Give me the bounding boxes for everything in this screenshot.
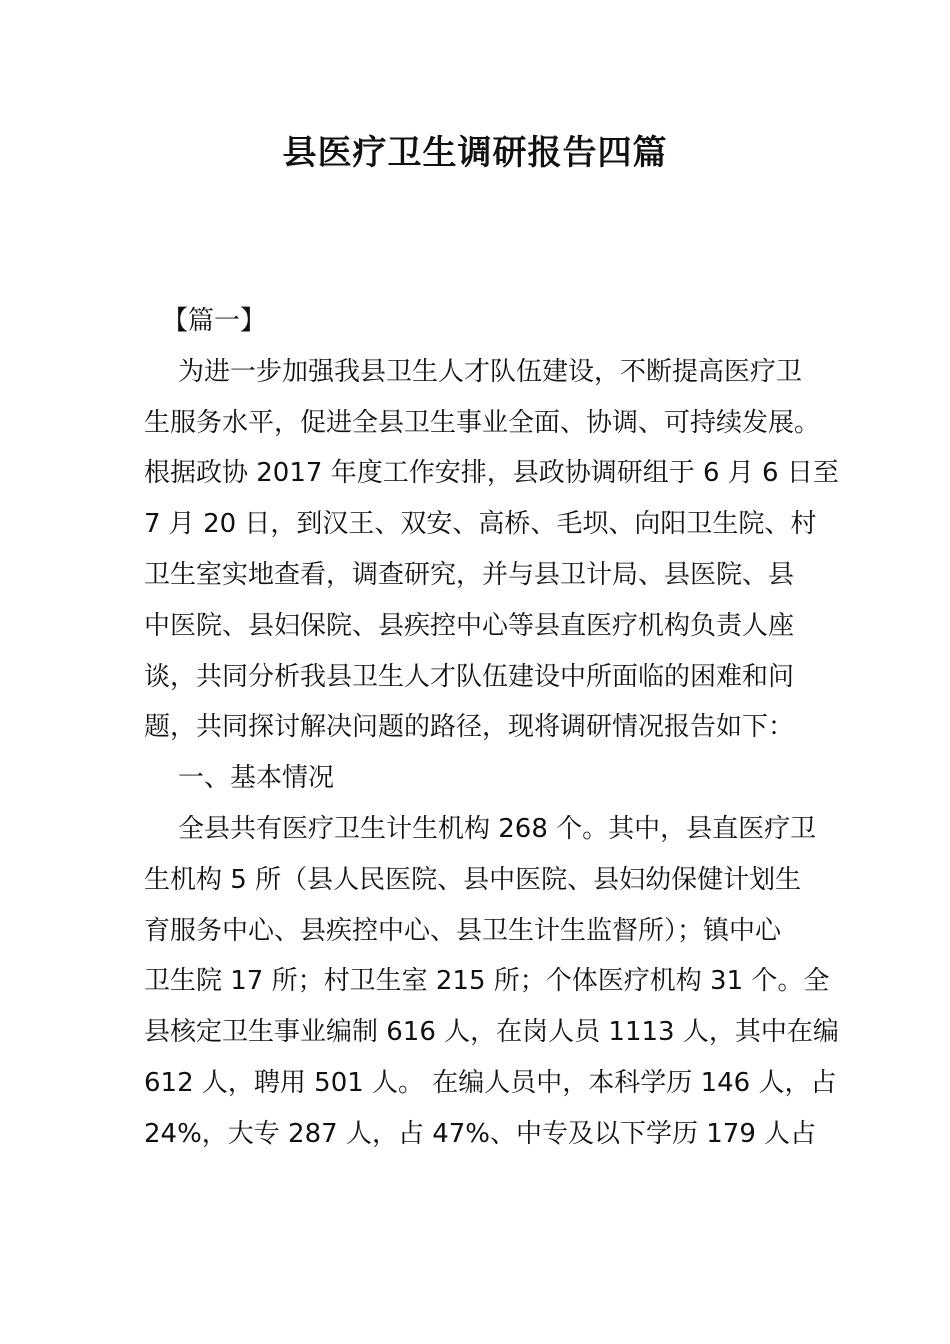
text-line: 24%，大专 287 人，占 47%、中专及以下学历 179 人占 [144,1118,817,1149]
text-line: 为进一步加强我县卫生人才队伍建设，不断提高医疗卫 [178,356,803,387]
document-title: 县医疗卫生调研报告四篇 [282,133,668,173]
text-line: 题，共同探讨解决问题的路径，现将调研情况报告如下： [144,712,795,743]
paragraph-intro [144,347,839,753]
text-line: 612 人，聘用 501 人。 在编人员中，本科学历 146 人，占 [144,1067,837,1098]
text-line: 县核定卫生事业编制 616 人，在岗人员 1113 人，其中在编 [144,1017,839,1048]
text-line: 中医院、县妇保院、县疾控中心等县直医疗机构负责人座 [144,610,795,641]
section-heading-text: 一、基本情况 [178,763,335,794]
text-line: 根据政协 2017 年度工作安排，县政协调研组于 6 月 6 日至 [144,458,839,489]
text-line: 全县共有医疗卫生计生机构 268 个。其中，县直医疗卫 [178,813,817,844]
text-line: 卫生院 17 所；村卫生室 215 所；个体医疗机构 31 个。全 [144,966,830,997]
text-line: 生服务水平，促进全县卫生事业全面、协调、可持续发展。 [144,407,821,438]
section-label-text: 【篇一】 [162,306,267,336]
document-body [144,296,839,1160]
section-label [144,296,808,347]
text-line: 谈，共同分析我县卫生人才队伍建设中所面临的困难和问 [144,661,795,692]
text-line: 7 月 20 日，到汉王、双安、高桥、毛坝、向阳卫生院、村 [144,509,817,540]
paragraph-basic-info [144,804,839,1160]
text-line: 生机构 5 所（县人民医院、县中医院、县妇幼保健计划生 [144,864,802,895]
text-line: 卫生室实地查看，调查研究，并与县卫计局、县医院、县 [144,559,795,590]
text-line: 育服务中心、县疾控中心、县卫生计生监督所）；镇中心 [144,915,782,946]
section-heading-basic-info [144,753,808,804]
